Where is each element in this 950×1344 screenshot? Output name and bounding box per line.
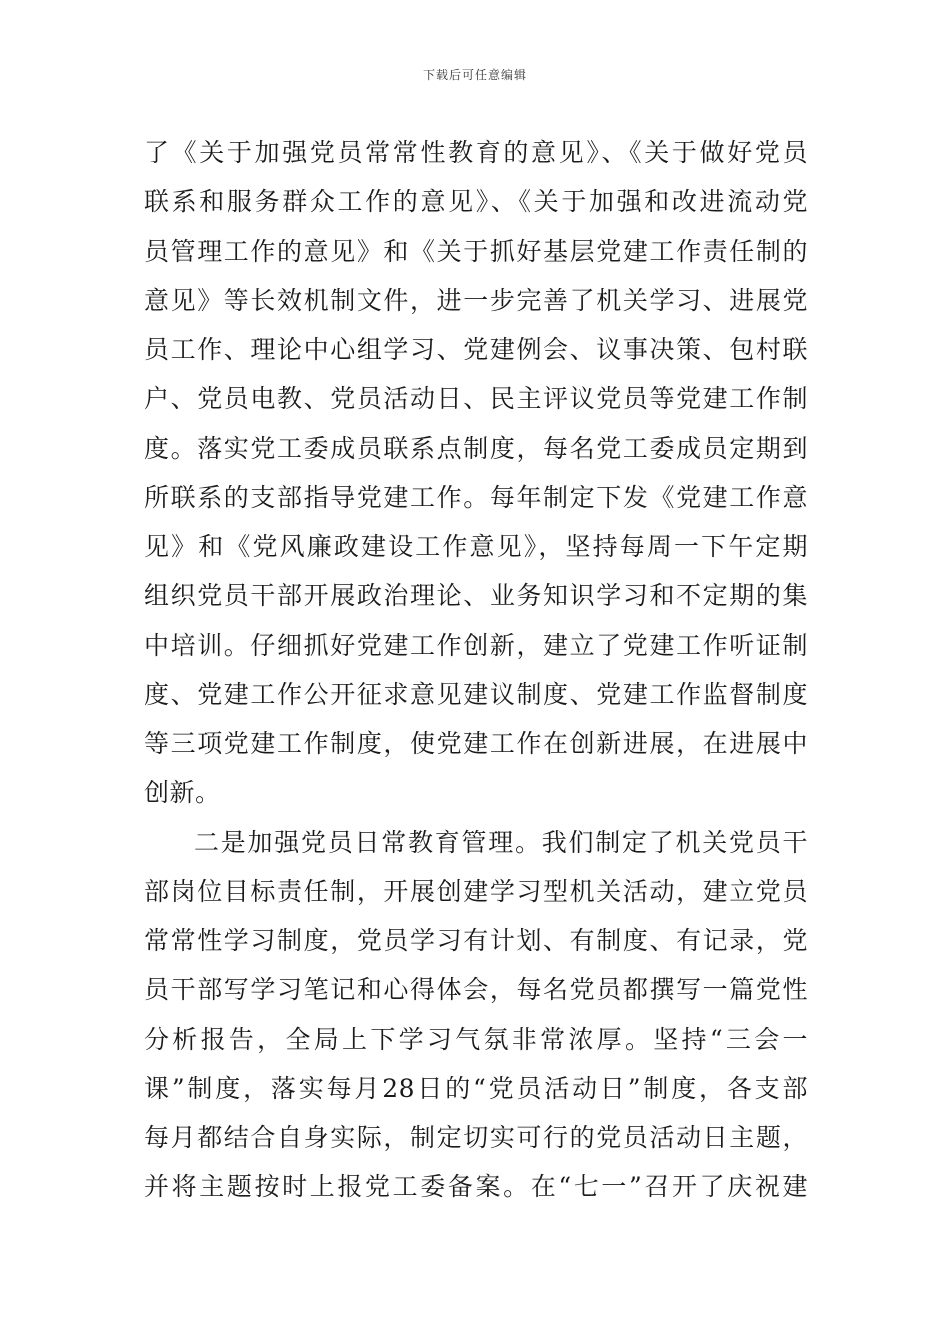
text-line: 课”制度，落实每月28日的“党员活动日”制度，各支部	[144, 1073, 808, 1103]
text-line: 见》和《党风廉政建设工作意见》，坚持每周一下午定期	[144, 532, 808, 561]
text-line: 等三项党建工作制度，使党建工作在创新进展，在进展中	[144, 729, 808, 758]
text-line: 度。落实党工委成员联系点制度，每名党工委成员定期到	[144, 433, 808, 463]
text-line: 了《关于加强党员常常性教育的意见》、《关于做好党员	[144, 138, 808, 167]
text-line: 中培训。仔细抓好党建工作创新，建立了党建工作听证制	[144, 630, 808, 660]
paragraph-start-line: 二是加强党员日常教育管理。我们制定了机关党员干	[194, 827, 808, 857]
text-line: 所联系的支部指导党建工作。每年制定下发《党建工作意	[144, 482, 808, 512]
text-line: 员干部写学习笔记和心得体会，每名党员都撰写一篇党性	[144, 975, 808, 1005]
text-line: 户、党员电教、党员活动日、民主评议党员等党建工作制	[144, 384, 808, 414]
text-line: 部岗位目标责任制，开展创建学习型机关活动，建立党员	[144, 876, 808, 906]
text-line: 员管理工作的意见》和《关于抓好基层党建工作责任制的	[144, 236, 808, 266]
text-line: 组织党员干部开展政治理论、业务知识学习和不定期的集	[144, 581, 808, 611]
body-text	[144, 128, 808, 1212]
text-line: 度、党建工作公开征求意见建议制度、党建工作监督制度	[144, 679, 808, 709]
text-line: 每月都结合自身实际，制定切实可行的党员活动日主题，	[144, 1123, 808, 1152]
text-line: 常常性学习制度，党员学习有计划、有制度、有记录，党	[144, 926, 808, 955]
page-header: 下载后可任意编辑	[422, 68, 527, 82]
text-line: 并将主题按时上报党工委备案。在“七一”召开了庆祝建	[144, 1172, 808, 1202]
paragraph-end-line: 创新。	[144, 778, 221, 808]
text-line: 员工作、理论中心组学习、党建例会、议事决策、包村联	[144, 335, 808, 364]
text-line: 联系和服务群众工作的意见》、《关于加强和改进流动党	[144, 187, 808, 217]
text-line: 分析报告，全局上下学习气氛非常浓厚。坚持“三会一	[144, 1024, 808, 1054]
text-line: 意见》等长效机制文件，进一步完善了机关学习、进展党	[144, 285, 808, 315]
